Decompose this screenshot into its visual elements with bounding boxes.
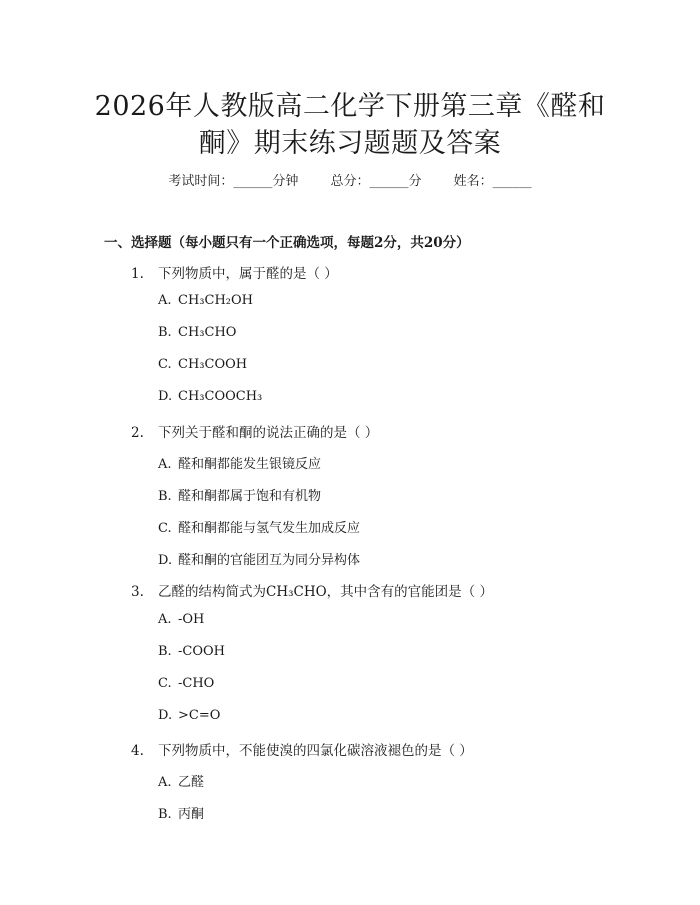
- option-letter: D.: [158, 553, 173, 568]
- exam-name: 姓名：______: [453, 174, 532, 189]
- option-text: 醛和酮的官能团互为同分异构体: [178, 553, 361, 568]
- question-stem: 乙醛的结构简式为CH₃CHO，其中含有的官能团是（ ）: [158, 584, 493, 600]
- option-letter: B.: [158, 644, 172, 659]
- question-4: [131, 739, 473, 759]
- option-letter: A.: [158, 612, 172, 627]
- option-letter: B.: [158, 807, 172, 822]
- document-title-line-2: 酮》期末练习题题及答案: [198, 128, 502, 159]
- question-2-option-c: [158, 517, 360, 536]
- option-text: CH₃CH₂OH: [178, 293, 253, 308]
- question-stem: 下列物质中，属于醛的是（ ）: [158, 266, 338, 282]
- question-4-option-b: [158, 803, 204, 822]
- question-3-option-c: [158, 676, 214, 691]
- option-text: -OH: [178, 612, 205, 627]
- question-2-option-b: [158, 485, 321, 504]
- option-letter: D.: [158, 708, 173, 723]
- option-text: 乙醛: [178, 775, 205, 790]
- option-letter: A.: [158, 775, 172, 790]
- option-text: CH₃COOCH₃: [178, 389, 263, 404]
- question-number: 3.: [131, 584, 144, 600]
- option-letter: A.: [158, 457, 172, 472]
- option-letter: D.: [158, 389, 173, 404]
- option-text: CH₃CHO: [178, 325, 237, 340]
- option-letter: C.: [158, 357, 172, 372]
- option-text: 醛和酮都能发生银镜反应: [178, 457, 322, 472]
- question-3-option-b: [158, 644, 225, 659]
- question-number: 1.: [131, 266, 144, 282]
- option-text: 丙酮: [178, 807, 205, 822]
- exam-info: [0, 170, 700, 189]
- question-3-option-a: [158, 612, 204, 627]
- option-letter: B.: [158, 489, 172, 504]
- question-2-option-a: [158, 453, 321, 472]
- question-1-option-a: [158, 293, 253, 308]
- question-2-option-d: [158, 549, 360, 568]
- question-1-option-d: [158, 389, 262, 404]
- question-1-option-c: [158, 357, 247, 372]
- question-number: 2.: [131, 425, 144, 441]
- option-text: 醛和酮都属于饱和有机物: [178, 489, 322, 504]
- option-letter: C.: [158, 521, 172, 536]
- question-1: [131, 262, 338, 282]
- option-letter: C.: [158, 676, 172, 691]
- question-stem: 下列关于醛和酮的说法正确的是（ ）: [158, 425, 379, 441]
- question-2: [131, 421, 378, 441]
- option-text: >C=O: [178, 708, 221, 723]
- question-number: 4.: [131, 743, 144, 759]
- question-4-option-a: [158, 771, 204, 790]
- option-text: 醛和酮都能与氢气发生加成反应: [178, 521, 361, 536]
- document-title-line-1: 2026年人教版高二化学下册第三章《醛和: [94, 91, 606, 122]
- option-letter: A.: [158, 293, 172, 308]
- option-text: -CHO: [178, 676, 215, 691]
- exam-score: 总分：______分: [330, 174, 422, 189]
- question-3: [131, 580, 493, 600]
- section-heading: 一、选择题（每小题只有一个正确选项，每题2分，共20分）: [104, 235, 470, 251]
- question-1-option-b: [158, 325, 236, 340]
- option-letter: B.: [158, 325, 172, 340]
- option-text: -COOH: [178, 644, 225, 659]
- question-stem: 下列物质中，不能使溴的四氯化碳溶液褪色的是（ ）: [158, 743, 473, 759]
- exam-time: 考试时间：______分钟: [168, 174, 299, 189]
- question-3-option-d: [158, 708, 220, 723]
- option-text: CH₃COOH: [178, 357, 248, 372]
